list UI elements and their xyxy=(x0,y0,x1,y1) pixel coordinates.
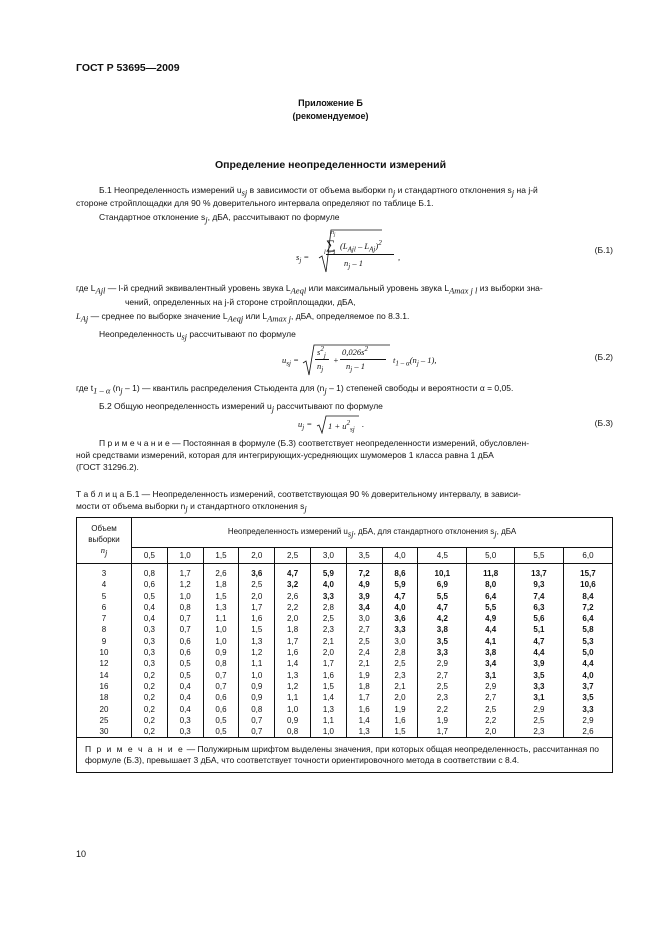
uncertainty-value: 2,1 xyxy=(322,636,334,646)
uncertainty-value: 2,3 xyxy=(322,625,334,635)
uncertainty-value: 0,6 xyxy=(179,648,191,658)
uncertainty-value: 3,5 xyxy=(436,636,448,646)
uncertainty-value: 2,7 xyxy=(485,693,497,703)
uncertainty-value: 5,9 xyxy=(322,569,334,578)
section-title: Определение неопределенности измерений xyxy=(214,159,447,171)
table-header-main: Неопределенность измерений $u_{sj}$, дБА, для стандартного отклонения $s_j$, дБА xyxy=(132,518,613,548)
table-std-dev-header-row xyxy=(77,548,613,564)
uncertainty-value: 8,4 xyxy=(582,591,594,601)
uncertainty-value: 4,0 xyxy=(394,602,406,612)
uncertainty-value: 4,9 xyxy=(485,614,497,624)
uncertainty-value: 1,3 xyxy=(322,704,334,714)
uncertainty-value: 1,3 xyxy=(287,670,299,680)
std-dev-header-cell: 4,5 xyxy=(418,548,467,564)
uncertainty-value: 3,3 xyxy=(394,625,406,635)
uncertainty-value: 1,8 xyxy=(215,580,227,590)
uncertainty-value: 0,3 xyxy=(179,727,191,737)
note-1-line3: (ГОСТ 31296.2). xyxy=(76,462,139,472)
uncertainty-value: 0,3 xyxy=(143,648,155,658)
uncertainty-value: 2,5 xyxy=(436,681,448,691)
uncertainty-value: 5,5 xyxy=(485,602,497,612)
uncertainty-value: 0,5 xyxy=(179,659,191,669)
uncertainty-value: 1,9 xyxy=(394,704,406,714)
uncertainty-value: 1,0 xyxy=(251,670,263,680)
uncertainty-value: 2,8 xyxy=(322,602,334,612)
uncertainty-value: 2,5 xyxy=(251,580,263,590)
uncertainty-value: 11,8 xyxy=(483,569,499,578)
uncertainty-value: 1,3 xyxy=(358,727,370,737)
uncertainty-value: 0,4 xyxy=(179,704,191,714)
note-1-line1: П р и м е ч а н и е — Постоянная в формуле (Б.3) соответствует неопределенности измерений, обусловлен- xyxy=(99,438,530,448)
uncertainty-value: 2,0 xyxy=(251,591,263,601)
uncertainty-value: 2,9 xyxy=(436,659,448,669)
uncertainty-value: 2,5 xyxy=(358,636,370,646)
uncertainty-column xyxy=(310,564,346,738)
uncertainty-value: 0,5 xyxy=(215,727,227,737)
uncertainty-value: 1,5 xyxy=(394,727,406,737)
uncertainty-value: 10,1 xyxy=(434,569,451,578)
uncertainty-value: 3,5 xyxy=(533,670,545,680)
uncertainty-value: 2,5 xyxy=(485,704,497,714)
where-t-definition: где $t_{1 - \alpha}$ $(n_j - 1)$ — квантиль распределения Стьюдента для $(n_j - 1)$ степеней свободы и вероятности α = 0,05. xyxy=(76,383,514,396)
uncertainty-value: 0,8 xyxy=(179,602,191,612)
uncertainty-value: 15,7 xyxy=(580,569,596,578)
std-dev-header-cell: 1,0 xyxy=(167,548,203,564)
uncertainty-value: 1,7 xyxy=(179,569,191,578)
uncertainty-value: 3,3 xyxy=(436,648,448,658)
uncertainty-value: 0,6 xyxy=(179,636,191,646)
uncertainty-value: 2,3 xyxy=(436,693,448,703)
uncertainty-value: 3,6 xyxy=(251,569,263,578)
table-data-row xyxy=(77,564,613,738)
uncertainty-value: 2,0 xyxy=(322,648,334,658)
uncertainty-column xyxy=(203,564,239,738)
uncertainty-value: 6,4 xyxy=(582,614,594,624)
uncertainty-column xyxy=(132,564,168,738)
uncertainty-value: 2,6 xyxy=(287,591,299,601)
uncertainty-value: 1,7 xyxy=(287,636,299,646)
uncertainty-value: 2,5 xyxy=(533,715,545,725)
where-l-continuation: чений, определенных на j-й стороне стройплощадки, дБА, xyxy=(125,297,356,307)
uncertainty-value: 4,7 xyxy=(436,602,448,612)
uncertainty-value: 1,5 xyxy=(251,625,263,635)
uncertainty-value: 0,2 xyxy=(143,681,155,691)
uncertainty-value: 0,8 xyxy=(287,727,299,737)
uncertainty-value: 2,5 xyxy=(394,659,406,669)
uncertainty-value: 2,0 xyxy=(394,693,406,703)
uncertainty-value: 0,2 xyxy=(143,704,155,714)
uncertainty-value: 1,2 xyxy=(251,648,263,658)
uncertainty-value: 2,1 xyxy=(358,659,370,669)
std-dev-header-cell: 3,5 xyxy=(346,548,382,564)
uncertainty-value: 4,7 xyxy=(287,569,299,578)
uncertainty-value: 1,4 xyxy=(358,715,370,725)
uncertainty-value: 1,1 xyxy=(287,693,299,703)
where-mean-definition: $L_{Aj}$ — среднее по выборке значение $L_{Aeqj}$ или $L_{Amax j}$, дБА, определяемое по 8.3.1. xyxy=(76,311,410,324)
sample-size-value: 10 xyxy=(99,648,109,658)
appendix-status: (рекомендуемое) xyxy=(292,111,369,121)
table-caption-line1: Т а б л и ц а Б.1 — Неопределенность измерений, соответствующая 90 % доверительному интервалу, в зависи- xyxy=(76,489,521,499)
uncertainty-column xyxy=(239,564,275,738)
uncertainty-value: 3,7 xyxy=(582,681,594,691)
uncertainty-value: 0,8 xyxy=(143,569,155,578)
uncertainty-value: 5,0 xyxy=(582,648,594,658)
uncertainty-column xyxy=(563,564,612,738)
uncertainty-column xyxy=(346,564,382,738)
uncertainty-value: 3,6 xyxy=(394,614,406,624)
sample-size-value: 6 xyxy=(101,602,107,612)
uncertainty-value: 5,8 xyxy=(582,625,594,635)
uncertainty-value: 4,7 xyxy=(533,636,545,646)
uncertainty-value: 1,3 xyxy=(215,602,227,612)
uncertainty-value: 1,1 xyxy=(322,715,334,725)
uncertainty-intro: Неопределенность $u_{sj}$ рассчитывают по формуле xyxy=(99,329,296,342)
b1-paragraph-line2: стороне стройплощадки для 90 % доверительного интервала определяют по таблице Б.1. xyxy=(76,198,434,208)
uncertainty-value: 1,4 xyxy=(287,659,299,669)
uncertainty-value: 2,7 xyxy=(436,670,448,680)
uncertainty-value: 2,0 xyxy=(485,727,497,737)
uncertainty-column xyxy=(382,564,418,738)
sample-size-value: 20 xyxy=(99,704,109,714)
b1-paragraph-line1: Б.1 Неопределенность измерений $u_{sj}$ в зависимости от объема выборки $n_j$ и стандартного отклонения $s_j$ на j-й xyxy=(99,185,538,198)
uncertainty-value: 4,0 xyxy=(322,580,334,590)
page-number: 10 xyxy=(76,849,87,859)
uncertainty-value: 0,4 xyxy=(143,614,155,624)
uncertainty-column xyxy=(275,564,311,738)
uncertainty-value: 0,8 xyxy=(215,659,227,669)
uncertainty-value: 1,9 xyxy=(436,715,448,725)
uncertainty-value: 7,2 xyxy=(358,569,370,578)
uncertainty-value: 1,6 xyxy=(287,648,299,658)
uncertainty-column xyxy=(418,564,467,738)
std-dev-header-cell: 0,5 xyxy=(132,548,168,564)
uncertainty-value: 0,3 xyxy=(179,715,191,725)
uncertainty-value: 4,4 xyxy=(533,648,545,658)
uncertainty-value: 0,2 xyxy=(143,693,155,703)
uncertainty-value: 1,0 xyxy=(215,625,227,635)
sample-size-value: 3 xyxy=(101,569,107,578)
uncertainty-value: 4,4 xyxy=(485,625,497,635)
uncertainty-value: 0,9 xyxy=(215,648,227,658)
std-dev-header-cell: 5,0 xyxy=(467,548,515,564)
uncertainty-value: 4,2 xyxy=(436,614,448,624)
std-dev-intro: Стандартное отклонение $s_j$, дБА, рассчитывают по формуле xyxy=(99,212,340,225)
uncertainty-value: 1,7 xyxy=(436,727,448,737)
uncertainty-value: 0,9 xyxy=(251,693,263,703)
where-l-definition: где $L_{Ajl}$ — l-й средний эквивалентный уровень звука $L_{Aeql}$ или максимальный уровень звука $L_{Amax j l}$ из выборки зна- xyxy=(76,283,543,296)
formula-b3: $u_j$ = $1 + u^2_{sj}$ . xyxy=(298,414,378,434)
uncertainty-value: 0,3 xyxy=(143,625,155,635)
uncertainty-value: 2,9 xyxy=(485,681,497,691)
uncertainty-value: 1,0 xyxy=(179,591,191,601)
uncertainty-value: 0,3 xyxy=(143,659,155,669)
uncertainty-value: 5,5 xyxy=(436,591,448,601)
uncertainty-value: 2,2 xyxy=(436,704,448,714)
uncertainty-value: 0,5 xyxy=(179,670,191,680)
uncertainty-value: 1,7 xyxy=(251,602,263,612)
uncertainty-value: 2,0 xyxy=(287,614,299,624)
uncertainty-value: 3,4 xyxy=(485,659,497,669)
uncertainty-value: 3,4 xyxy=(358,602,370,612)
formula-b1: $s_j$ = $n_j$ ∑ l = 1 $(L_{Ajl} - L_{Aj})^2$ $n_j - 1$ , xyxy=(296,228,466,274)
uncertainty-value: 1,7 xyxy=(358,693,370,703)
sample-size-value: 30 xyxy=(99,727,109,737)
uncertainty-value: 0,7 xyxy=(251,715,263,725)
uncertainty-value: 2,8 xyxy=(394,648,406,658)
sample-size-value: 18 xyxy=(99,693,109,703)
uncertainty-value: 0,4 xyxy=(179,681,191,691)
b2-paragraph: Б.2 Общую неопределенность измерений $u_j$ рассчитывают по формуле xyxy=(99,401,383,414)
sample-size-value: 8 xyxy=(101,625,107,635)
uncertainty-value: 4,7 xyxy=(394,591,406,601)
std-dev-header-cell: 2,5 xyxy=(275,548,311,564)
uncertainty-value: 3,1 xyxy=(485,670,497,680)
uncertainty-value: 1,7 xyxy=(322,659,334,669)
std-dev-header-cell: 2,0 xyxy=(239,548,275,564)
uncertainty-value: 2,3 xyxy=(533,727,545,737)
uncertainty-value: 0,5 xyxy=(143,591,155,601)
uncertainty-value: 0,8 xyxy=(251,704,263,714)
uncertainty-value: 2,1 xyxy=(394,681,406,691)
formula-b1-number: (Б.1) xyxy=(594,245,613,255)
uncertainty-value: 1,2 xyxy=(287,681,299,691)
std-dev-header-cell: 5,5 xyxy=(514,548,563,564)
uncertainty-value: 7,4 xyxy=(533,591,545,601)
uncertainty-value: 0,7 xyxy=(251,727,263,737)
std-dev-header-cell: 3,0 xyxy=(310,548,346,564)
uncertainty-value: 3,8 xyxy=(436,625,448,635)
formula-b2: $u_{sj}$ = $s^2_j$ $n_j$ + $0,026s^2$ $n_j - 1$ $t_{1 - \alpha}(n_j - 1)$, xyxy=(282,343,462,377)
appendix-title: Приложение Б xyxy=(298,98,363,108)
uncertainty-value: 1,2 xyxy=(179,580,191,590)
std-dev-header-cell: 6,0 xyxy=(563,548,612,564)
uncertainty-column xyxy=(467,564,515,738)
sample-size-value: 5 xyxy=(101,591,107,601)
uncertainty-value: 2,4 xyxy=(358,648,370,658)
sample-size-value: 14 xyxy=(99,670,109,680)
uncertainty-value: 6,9 xyxy=(436,580,448,590)
uncertainty-value: 0,2 xyxy=(143,727,155,737)
uncertainty-value: 2,3 xyxy=(394,670,406,680)
uncertainty-value: 1,6 xyxy=(251,614,263,624)
uncertainty-value: 1,5 xyxy=(215,591,227,601)
uncertainty-value: 5,6 xyxy=(533,614,545,624)
uncertainty-value: 10,6 xyxy=(580,580,596,590)
uncertainty-value: 0,5 xyxy=(215,715,227,725)
uncertainty-value: 6,4 xyxy=(485,591,497,601)
uncertainty-value: 1,8 xyxy=(287,625,299,635)
uncertainty-value: 1,4 xyxy=(322,693,334,703)
sample-size-value: 16 xyxy=(99,681,109,691)
uncertainty-value: 1,0 xyxy=(287,704,299,714)
uncertainty-value: 8,0 xyxy=(485,580,497,590)
formula-b3-number: (Б.3) xyxy=(594,418,613,428)
uncertainty-value: 0,6 xyxy=(143,580,155,590)
sample-size-column xyxy=(77,564,132,738)
uncertainty-value: 1,6 xyxy=(394,715,406,725)
uncertainty-value: 5,1 xyxy=(533,625,545,635)
uncertainty-value: 5,9 xyxy=(394,580,406,590)
sample-size-value: 7 xyxy=(101,614,107,624)
uncertainty-value: 4,9 xyxy=(358,580,370,590)
uncertainty-value: 8,6 xyxy=(394,569,406,578)
uncertainty-value: 3,3 xyxy=(582,704,594,714)
table-note: П р и м е ч а н и е — Полужирным шрифтом выделены значения, при которых общая неопределенность, рассчитанная по формуле (Б.3), превышает 3 дБА, что соответствует точности ориентировочного метода в соответствии с 8.4. xyxy=(77,738,613,773)
uncertainty-value: 3,8 xyxy=(485,648,497,658)
uncertainty-value: 0,2 xyxy=(143,670,155,680)
uncertainty-value: 3,3 xyxy=(533,681,545,691)
uncertainty-value: 1,8 xyxy=(358,681,370,691)
uncertainty-value: 4,4 xyxy=(582,659,594,669)
uncertainty-value: 0,4 xyxy=(179,693,191,703)
uncertainty-value: 13,7 xyxy=(531,569,547,578)
uncertainty-value: 3,0 xyxy=(394,636,406,646)
uncertainty-value: 2,7 xyxy=(358,625,370,635)
uncertainty-value: 1,0 xyxy=(215,636,227,646)
uncertainty-value: 2,6 xyxy=(215,569,227,578)
uncertainty-value: 2,9 xyxy=(533,704,545,714)
sample-size-value: 4 xyxy=(101,580,107,590)
uncertainty-value: 3,2 xyxy=(287,580,299,590)
uncertainty-value: 1,6 xyxy=(322,670,334,680)
table-caption-line2: мости от объема выборки $n_j$ и стандартного отклонения $s_j$ xyxy=(76,501,307,514)
uncertainty-value: 2,2 xyxy=(287,602,299,612)
uncertainty-value: 1,1 xyxy=(215,614,227,624)
uncertainty-table xyxy=(76,517,613,773)
uncertainty-value: 6,3 xyxy=(533,602,545,612)
sample-size-value: 12 xyxy=(99,659,109,669)
uncertainty-value: 0,7 xyxy=(215,670,227,680)
uncertainty-value: 2,9 xyxy=(582,715,594,725)
uncertainty-value: 0,7 xyxy=(215,681,227,691)
uncertainty-column xyxy=(167,564,203,738)
sample-size-value: 25 xyxy=(99,715,109,725)
uncertainty-value: 0,9 xyxy=(251,681,263,691)
uncertainty-value: 4,0 xyxy=(582,670,594,680)
std-dev-header-cell: 4,0 xyxy=(382,548,418,564)
uncertainty-value: 3,0 xyxy=(358,614,370,624)
formula-b2-number: (Б.2) xyxy=(594,352,613,362)
uncertainty-value: 3,5 xyxy=(582,693,594,703)
uncertainty-value: 1,9 xyxy=(358,670,370,680)
uncertainty-value: 1,0 xyxy=(322,727,334,737)
uncertainty-value: 7,2 xyxy=(582,602,594,612)
uncertainty-value: 2,6 xyxy=(582,727,594,737)
uncertainty-value: 1,1 xyxy=(251,659,263,669)
uncertainty-value: 2,5 xyxy=(322,614,334,624)
uncertainty-value: 3,9 xyxy=(358,591,370,601)
sample-size-value: 9 xyxy=(101,636,107,646)
uncertainty-value: 5,3 xyxy=(582,636,594,646)
note-1-line2: ной средствами измерений, которая для интегрирующих-усредняющих шумомеров 1 класса равна 1 дБА xyxy=(76,450,494,460)
uncertainty-value: 0,7 xyxy=(179,614,191,624)
uncertainty-value: 0,7 xyxy=(179,625,191,635)
uncertainty-value: 0,9 xyxy=(287,715,299,725)
uncertainty-value: 9,3 xyxy=(533,580,545,590)
uncertainty-value: 0,6 xyxy=(215,704,227,714)
uncertainty-column xyxy=(514,564,563,738)
uncertainty-value: 0,2 xyxy=(143,715,155,725)
uncertainty-value: 0,3 xyxy=(143,636,155,646)
uncertainty-value: 3,3 xyxy=(322,591,334,601)
standard-header: ГОСТ Р 53695—2009 xyxy=(76,62,180,74)
uncertainty-value: 1,5 xyxy=(322,681,334,691)
uncertainty-value: 1,3 xyxy=(251,636,263,646)
uncertainty-value: 4,1 xyxy=(485,636,497,646)
uncertainty-value: 2,2 xyxy=(485,715,497,725)
uncertainty-value: 0,6 xyxy=(215,693,227,703)
uncertainty-value: 3,1 xyxy=(533,693,545,703)
uncertainty-value: 3,9 xyxy=(533,659,545,669)
uncertainty-value: 1,6 xyxy=(358,704,370,714)
table-header-sample-size: Объем выборки $n_j$ xyxy=(77,518,132,564)
std-dev-header-cell: 1,5 xyxy=(203,548,239,564)
uncertainty-value: 0,4 xyxy=(143,602,155,612)
